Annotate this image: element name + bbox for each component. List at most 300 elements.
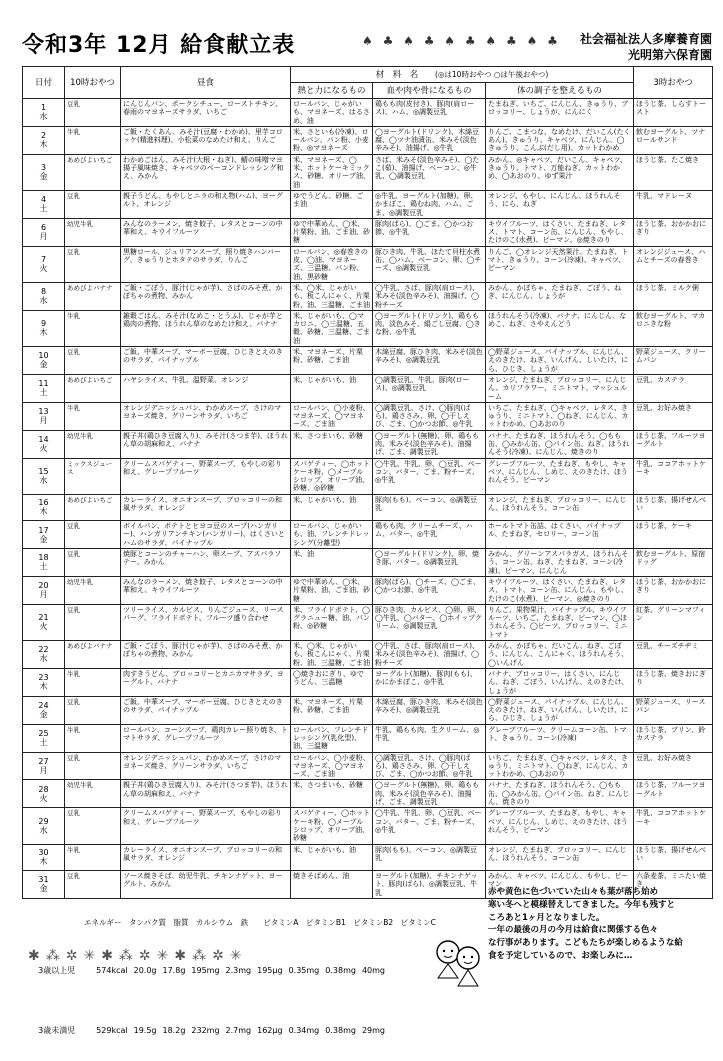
condition-foods-cell: みかん、かぼちゃ、だいこん、ねぎ、ごぼう、にんじん、こんにゃく、ほうれんそう、◯いんげん [486,641,634,669]
energy-foods-cell: ロールパン、じゃがいも、マヨネーズ、はるさめ、油 [291,99,373,127]
date-cell [23,246,65,282]
condition-foods-cell: たまねぎ、いちご、にんじん、きゅうり、ブロッコリー、しょうが、にんにく [486,99,634,127]
footer-decoration: ✱⁂✲✳✱⁂✲✳✱⁂✲✳ [28,948,248,964]
afternoon-snack-cell: オレンジジュース、ハムとチーズの春巻き [634,246,713,282]
lunch-cell: ご飯・ごぼう、豚汁(じゃが芋)、さばのみそ煮、かぼちゃの煮物、みかん [121,282,291,310]
day-number: 24 [38,701,49,711]
body-foods-cell: ◯調製豆乳、さけ、◯豚肉(ばら)、鶏ささみ、卵、◯干しえび、ごま、◯かつお節、◎牛乳 [373,752,486,780]
nutrition-row [28,1013,436,1049]
lunch-cell: ツリーライス、カルビス、りんごジュース、リースパーグ、フライドポテト、フルーツ盛り合わせ [121,604,291,640]
date-cell [23,641,65,669]
condition-foods-cell: ◯野菜ジュース、パイナップル、にんじん、えのきたけ、ねぎ、いんげん、しいたけ、にら、ひじき、しょうが [486,696,634,724]
menu-row [23,402,713,430]
body-foods-cell: 豚ひき肉、カルビス、◯卵、卵、◯牛乳、◯バター、◯ホイップクリーム、◎調製豆乳 [373,604,486,640]
afternoon-snack-cell: 牛乳、ココアホットケーキ [634,458,713,494]
date-cell [23,780,65,808]
day-number: 9 [40,319,47,329]
weekday: 金 [39,710,48,720]
lunch-cell: オレンジデニッシュパン、わかめスープ、さけのマヨネーズ焼き、グリーンサラダ、いちご [121,402,291,430]
weekday: 金 [39,172,48,182]
condition-foods-cell: グレープフルーツ、たまねぎ、もやし、キャベツ、にんじん、しめじ、えのきたけ、ほうれんそう、ピーマン [486,808,634,844]
condition-foods-cell: みかん、かぼちゃ、たまねぎ、ごぼう、ねぎ、にんじん、しょうが [486,282,634,310]
body-foods-cell: 木綿豆腐、豚ひき肉、米みそ(淡色辛みそ)、◎調製豆乳 [373,696,486,724]
afternoon-snack-cell: ほうじ茶、フルーツヨーグルト [634,430,713,458]
afternoon-snack-cell: ほうじ茶、おかかおにぎり [634,218,713,246]
energy-foods-cell: 米、さつまいも、砂糖 [291,430,373,458]
lunch-cell: ご飯・たくあん、みそ汁(豆腐・わかめ)、里芋コロッケ(精進料理)、小松菜のなめたけ和え、りんご [121,126,291,154]
nutrition-value: 0.38mg [325,1026,356,1035]
date-cell [23,218,65,246]
day-number: 21 [38,613,49,623]
condition-foods-cell: オレンジ、もやし、にんじん、ほうれんそう、にら、ねぎ [486,190,634,218]
weekday: 水 [39,296,48,306]
nutrition-row-label: 3歳以上児 [38,966,76,975]
lunch-cell: 焼豚とコーンのチャーハン、卵スープ、アスパラソテー、みかん [121,549,291,577]
nutrition-value: 19.5g [133,1026,157,1035]
header-decoration: ♠ ♣ ♠ ♣ ♠ ♣ ♠ ♣ ♠ ♣ [362,34,561,48]
day-number: 18 [38,553,49,563]
condition-foods-cell: ◯野菜ジュース、パイナップル、にんじん、えのきたけ、ねぎ、いんげん、しいたけ、にら、ひじき、しょうが [486,347,634,375]
energy-foods-cell: ロールパン、フレンチドレッシング(乳化型)、油、三温糖 [291,724,373,752]
day-number: 1 [40,103,47,113]
afternoon-snack-cell: 牛乳、マドレーヌ [634,190,713,218]
afternoon-snack-cell: 野菜ジュース、クリームパン [634,347,713,375]
date-cell [23,521,65,549]
body-foods-cell: ヨーグルト(加糖)、豚肉(もも)、かにかまぼこ、◎牛乳 [373,668,486,696]
date-cell [23,808,65,844]
lunch-cell: 黒糖ロール、ジュリアンスープ、照り焼きハンバーグ、きゅうりとホタテのサラダ、りんご [121,246,291,282]
day-number: 6 [40,223,47,233]
menu-row [23,521,713,549]
day-number: 15 [38,467,49,477]
date-cell [23,282,65,310]
morning-snack-cell: あめびよいちご [65,374,121,402]
afternoon-snack-cell: 飲むヨーグルト、ツナロールサンド [634,126,713,154]
nursery-name: 光明第六保育園 [627,48,712,62]
lunch-cell: 親子丼(鶏ひき豆腐入り)、みそ汁(さつま芋)、ほうれん草の胡麻和え、バナナ [121,430,291,458]
body-foods-cell: 木綿豆腐、豚ひき肉、米みそ(淡色辛みそ)、◎調製豆乳 [373,347,486,375]
page-header [22,28,712,64]
weekday: 土 [39,388,48,398]
afternoon-snack-cell: 飲むヨーグルト、原宿ドッグ [634,549,713,577]
menu-row [23,310,713,346]
morning-snack-cell: あめびよいちご [65,154,121,190]
nutrition-value: 529kcal [96,1026,128,1035]
morning-snack-cell: 幼児牛乳 [65,780,121,808]
condition-foods-cell: ホールトマト缶詰、はくさい、パイナップル、たまねぎ、セロリー、コーン缶 [486,521,634,549]
condition-foods-cell: オレンジ、たまねぎ、ブロッコリー、にんじん、ほうれんそう、コーン缶 [486,844,634,870]
header-afternoon-snack: 3時おやつ [634,67,713,99]
weekday: 水 [39,476,48,486]
nutrition-value: 0.34mg [288,1026,320,1035]
weekday: 金 [39,534,48,544]
morning-snack-cell: 豆乳 [65,696,121,724]
body-foods-cell: ◯調製豆乳、さけ、◯豚肉(ばら)、鶏ささみ、卵、◯干しえび、ごま、◯かつお節、◎牛乳 [373,402,486,430]
menu-body [23,99,713,899]
weekday: 木 [39,857,48,867]
nutrition-value: 162μg [257,1026,283,1035]
energy-foods-cell: ゆで中華めん、◯米、片栗粉、油、ごま油、砂糖 [291,218,373,246]
condition-foods-cell: グレープフルーツ、たまねぎ、もやし、キャベツ、にんじん、しめじ、えのきたけ、ほうれんそう、ピーマン [486,458,634,494]
lunch-cell: ご飯・ごぼう、豚汁(じゃが芋)、さばのみそ煮、かぼちゃの煮物、みかん [121,641,291,669]
energy-foods-cell: 米、じゃがいも、◯マカロニ、◯三温糖、五穀、砂糖、三温糖、ごま油 [291,310,373,346]
weekday: 月 [39,766,48,776]
morning-snack-cell: 牛乳 [65,724,121,752]
condition-foods-cell: りんご、◯オレンジ天然果汁、たまねぎ、トマト、きゅうり、コーン(冷凍)、キャベツ、ピーマン [486,246,634,282]
lunch-cell: ロールパン、コーンスープ、鶏肉カレー照り焼き、トマトサラダ、グレープフルーツ [121,724,291,752]
nutrition-header: エネルギー タンパク質 脂質 カルシウム 鉄 ビタミンA ビタミンB1 ビタミンB2 ビタミンC [84,918,436,927]
condition-foods-cell: ほうれんそう(冷凍)、バナナ、にんじん、なめこ、ねぎ、さやえんどう [486,310,634,346]
day-number: 8 [40,287,47,297]
afternoon-snack-cell: ほうじ茶、ミルク粥 [634,282,713,310]
energy-foods-cell: 米、フライドポテト、◯グラニュー糖、油、パン粉、◎砂糖 [291,604,373,640]
weekday: 水 [39,825,48,835]
afternoon-snack-cell: 豆乳、お好み焼き [634,752,713,780]
menu-row [23,374,713,402]
menu-row [23,218,713,246]
body-foods-cell: 豚肉(ばら)、◯ごま、◯かつお節、◎牛乳 [373,218,486,246]
body-foods-cell: ◎牛乳、ヨーグルト(加糖)、卵、かまぼこ、鶏むね肉、ハム、ごま、◎調製豆乳 [373,190,486,218]
lunch-cell: カレーライス、オニオンスープ、ブロッコリーの和風サラダ、オレンジ [121,494,291,520]
afternoon-snack-cell: ほうじ茶、揚げせんべい [634,844,713,870]
morning-snack-cell: 豆乳 [65,752,121,780]
date-cell [23,752,65,780]
menu-row [23,190,713,218]
menu-row [23,154,713,190]
body-foods-cell: ◯ヨーグルト(無糖)、卵、鶏もも肉、米みそ(淡色辛みそ)、油揚げ、ごま、調製豆乳 [373,430,486,458]
day-number: 2 [40,131,47,141]
condition-foods-cell: グレープフルーツ、クリームコーン缶、トマト、きゅうり、コーン(冷凍) [486,724,634,752]
header-morning-snack: 10時おやつ [65,67,121,99]
weekday: 土 [39,204,48,214]
nutrition-value: 17.8g [162,966,186,975]
lunch-cell: にんじんパン、ポークシチュー、ローストチキン、春雨のマヨネーズサラダ、いちご [121,99,291,127]
morning-snack-cell: 幼児牛乳 [65,430,121,458]
menu-row [23,668,713,696]
menu-row [23,430,713,458]
nutrition-value: 29mg [361,1026,385,1035]
body-foods-cell: ◯牛乳、さば、豚肉(肩ロース)、米みそ(淡色辛みそ)、油揚げ、◯粉チーズ [373,641,486,669]
menu-row [23,780,713,808]
lunch-cell: 親子丼(鶏ひき豆腐入り)、みそ汁(さつま芋)、ほうれん草の胡麻和え、バナナ [121,780,291,808]
weekday: 金 [39,884,48,894]
date-cell [23,549,65,577]
body-foods-cell: 鶏もも肉、クリームチーズ、ハム、バター、◎牛乳 [373,521,486,549]
materials-label: 材 料 名 [375,69,419,80]
date-cell [23,494,65,520]
header-body: 血や肉や骨になるもの [373,83,486,99]
afternoon-snack-cell: ほうじ茶、おかかおにぎり [634,576,713,604]
day-number: 10 [38,351,49,361]
morning-snack-cell: 幼児牛乳 [65,576,121,604]
body-foods-cell: 豚肉(もも)、ベーコン、◎調製豆乳 [373,844,486,870]
header-energy: 熱と力になるもの [291,83,373,99]
afternoon-snack-cell: ほうじ茶、たこ焼き [634,154,713,190]
body-foods-cell: ◯ヨーグルト(ドリンク)、木綿豆腐、◯ツナ油漬缶、米みそ(淡色辛みそ)、油揚げ、◎牛乳 [373,126,486,154]
condition-foods-cell: みかん、キャベツ、にんじん、もやし、ピーマン [486,870,634,898]
afternoon-snack-cell: ほうじ茶、焼きおにぎり [634,668,713,696]
date-cell [23,458,65,494]
morning-snack-cell: 豆乳 [65,190,121,218]
morning-snack-cell: 牛乳 [65,126,121,154]
lunch-cell: クリームスパゲティー、野菜スープ、もやしの彩り和え、グレープフルーツ [121,458,291,494]
morning-snack-cell: 豆乳 [65,549,121,577]
morning-snack-cell: 牛乳 [65,668,121,696]
day-number: 25 [38,729,49,739]
weekday: 土 [39,562,48,572]
body-foods-cell: 鶏もも肉(皮付き)、豚肉(肩ロース)、ハム、◎調製豆乳 [373,99,486,127]
energy-foods-cell: ゆでうどん、砂糖、ごま油 [291,190,373,218]
morning-snack-cell: 豆乳 [65,246,121,282]
condition-foods-cell: キウイフルーツ、はくさい、たまねぎ、レタス、トマト、コーン缶、にんじん、もやし、たけのこ(水煮)、ピーマン、◎焼きのり [486,218,634,246]
condition-foods-cell: りんご、こまつな、なめたけ、だいこん(たくあん)、きゅうり、キャベツ、にんじん、◯きゅうり、こんぶ(だし用)、カットわかめ [486,126,634,154]
morning-snack-cell: ミックスジュース [65,458,121,494]
afternoon-snack-cell: 豆乳、お好み焼き [634,402,713,430]
lunch-cell: ソース焼きそば、幼児牛乳、チキンナゲット、ヨーグルト、みかん [121,870,291,898]
energy-foods-cell: ロールパン、◯小麦粉、マヨネーズ、◯マヨネーズ、ごま油 [291,752,373,780]
afternoon-snack-cell: ほうじ茶、プリン、鈴カステラ [634,724,713,752]
lunch-cell: わかめごはん、みそ汁(大根・ねぎ)、鯖の味噌マヨ揚子風味焼き、キャベツのベーコンドレッシング和え、みかん [121,154,291,190]
nutrition-value: 2.3mg [225,966,252,975]
morning-snack-cell: 幼児牛乳 [65,218,121,246]
afternoon-snack-cell: ほうじ茶、揚げせんべい [634,494,713,520]
menu-row [23,347,713,375]
date-cell [23,430,65,458]
day-number: 31 [38,875,49,885]
afternoon-snack-cell: 飲むヨーグルト、マカロニきな粉 [634,310,713,346]
day-number: 27 [38,757,49,767]
energy-foods-cell: 米、油 [291,549,373,577]
date-cell [23,696,65,724]
children-illustration [432,930,484,1000]
date-cell [23,844,65,870]
afternoon-snack-cell: 牛乳、ココアホットケーキ [634,808,713,844]
energy-foods-cell: 米、マヨネーズ、片栗粉、砂糖、ごま油 [291,696,373,724]
condition-foods-cell: みかん、◎キャベツ、だいこん、キャベツ、きゅうり、トマト、万能ねぎ、カットわかめ、◯あおのり、ゆず果汁 [486,154,634,190]
energy-foods-cell: スパゲティー、◯ホットケーキ粉、◯メープルシロップ、オリーブ油、砂糖、◎砂糖 [291,458,373,494]
menu-table [22,66,713,899]
body-foods-cell: 豚肉(もも)、ベーコン、◎調製豆乳 [373,494,486,520]
day-number: 17 [38,525,49,535]
condition-foods-cell: バナナ、ブロッコリー、はくさい、にんじん、ねぎ、ごぼう、いんげん、えのきたけ、しょうが [486,668,634,696]
menu-row [23,604,713,640]
body-foods-cell: ◯ヨーグルト(無糖)、卵、鶏もも肉、米みそ(淡色辛みそ)、油揚げ、ごま、調製豆乳 [373,780,486,808]
weekday: 月 [39,590,48,600]
weekday: 火 [39,264,48,274]
morning-snack-cell: あめびよバナナ [65,282,121,310]
nutrition-value: 0.35mg [288,966,320,975]
afternoon-snack-cell: 六条麦茶、ミニたい焼き [634,870,713,898]
morning-snack-cell: 豆乳 [65,99,121,127]
condition-foods-cell: いちご、たまねぎ、◯キャベツ、レタス、きゅうり、ミニトマト、◯ねぎ、にんじん、カットわかめ、◯あおのり [486,402,634,430]
body-foods-cell: ◯ヨーグルト(ドリンク)、鶏もも肉、淡色みそ、絹ごし豆腐、◯きな粉、◎牛乳 [373,310,486,346]
day-number: 23 [38,673,49,683]
menu-row [23,696,713,724]
nutrition-value: 18.2g [162,1026,186,1035]
energy-foods-cell: 米、じゃがいも、油 [291,844,373,870]
nutrition-value: 0.38mg [325,966,356,975]
weekday: 木 [39,140,48,150]
condition-foods-cell: オレンジ、たまねぎ、ブロッコリー、にんじん、ほうれんそう、コーン缶 [486,494,634,520]
weekday: 水 [39,654,48,664]
menu-row [23,641,713,669]
date-cell [23,576,65,604]
organization-name: 社会福祉法人多摩養育園 [579,32,712,46]
day-number: 29 [38,816,49,826]
nutrition-table [28,893,436,1061]
header-condition: 体の調子を整えるもの [486,83,634,99]
morning-snack-cell: 豆乳 [65,808,121,844]
weekday: 金 [39,360,48,370]
menu-row [23,99,713,127]
energy-foods-cell: ロールパン、◎春巻きの皮、◯油、マヨネーズ、三温糖、パン粉、油、黒砂糖 [291,246,373,282]
weekday: 火 [39,444,48,454]
afternoon-snack-cell: ほうじ茶、ケーキ [634,521,713,549]
condition-foods-cell: みかん、グリーンアスパラガス、ほうれんそう、コーン缶、ねぎ、たまねぎ、コーン(冷凍)、ピーマン、にんじん [486,549,634,577]
day-number: 20 [38,581,49,591]
date-cell [23,154,65,190]
body-foods-cell: 豚肉(ばら)、◯チーズ、◯ごま、◯かつお節、◎牛乳 [373,576,486,604]
day-number: 16 [38,498,49,508]
weekday: 月 [39,232,48,242]
menu-row [23,126,713,154]
date-cell [23,402,65,430]
lunch-cell: ご飯、中華スープ、マーボー豆腐、ひじきとえのきのサラダ、パイナップル [121,347,291,375]
date-cell [23,126,65,154]
energy-foods-cell: 米、◯米、じゃがいも、板こんにゃく、片栗粉、油、三温糖、ごま油 [291,641,373,669]
nutrition-value: 232mg [191,1026,220,1035]
energy-foods-cell: 米、マヨネーズ、片栗粉、砂糖、ごま油 [291,347,373,375]
afternoon-snack-cell: ほうじ茶、しらすトースト [634,99,713,127]
date-cell [23,604,65,640]
morning-snack-cell: 豆乳 [65,604,121,640]
menu-row [23,844,713,870]
weekday: 水 [39,112,48,122]
header-date: 日付 [23,67,65,99]
afternoon-snack-cell: ほうじ茶、フルーツヨーグルト [634,780,713,808]
morning-snack-cell: あめびよいちご [65,494,121,520]
materials-note: (◎は10時おやつ ○は午後おやつ) [434,69,549,79]
nutrition-value: 195μg [257,966,283,975]
condition-foods-cell: バナナ、たまねぎ、ほうれんそう、◯もも缶、◯みかん缶、◯パイン缶、ねぎ、ほうれんそう(冷凍)、にんじん、焼きのり [486,430,634,458]
energy-foods-cell: 焼きそばめん、油 [291,870,373,898]
weekday: 火 [39,793,48,803]
lunch-cell: 肉すきうどん、ブロッコリーとカニカマサラダ、ヨーグルト、バナナ [121,668,291,696]
menu-row [23,576,713,604]
header-materials [291,67,634,83]
weekday: 木 [39,507,48,517]
condition-foods-cell: キウイフルーツ、はくさい、たまねぎ、レタス、トマト、コーン缶、にんじん、もやし、たけのこ(水煮)、ピーマン、◎焼きのり [486,576,634,604]
energy-foods-cell: 米、さといも(冷凍)、ロールパン、パン粉、小麦粉、◎マヨネーズ [291,126,373,154]
day-number: 11 [38,379,49,389]
lunch-cell: ボイルパン、ボテトとヒヨコ豆のスープ(ハンガリー)、ハンガリアンチキン(ハンガリー)、はくさいとハムのサラダ、パイナップル [121,521,291,549]
lunch-cell: オレンジデニッシュパン、わかめスープ、さけのマヨネーズ焼き、グリーンサラダ、いちご [121,752,291,780]
morning-snack-cell: あめびよバナナ [65,641,121,669]
day-number: 14 [38,435,49,445]
nutrition-row-label: 3歳未満児 [38,1026,76,1035]
lunch-cell: カレーライス、オニオンスープ、ブロッコリーの和風サラダ、オレンジ [121,844,291,870]
condition-foods-cell: いちご、たまねぎ、◯キャベツ、レタス、きゅうり、ミニトマト、◯ねぎ、にんじん、カットわかめ、◯あおのり [486,752,634,780]
body-foods-cell: ◯調製豆乳、牛乳、豚肉(ロース)、◎調製豆乳 [373,374,486,402]
lunch-cell: みんなのラーメン、焼き餃子、レタスとコーンの中華和え、キウイフルーツ [121,218,291,246]
day-number: 3 [40,163,47,173]
lunch-cell: クリームスパゲティー、野菜スープ、もやしの彩り和え、グレープフルーツ [121,808,291,844]
energy-foods-cell: 米、じゃがいも、油 [291,374,373,402]
weekday: 木 [39,682,48,692]
monthly-message: 赤や黄色に色づいていた山々も葉が落ち始め 寒い冬へと模様替えしてきました。今年も残すと ころあと1ヶ月となりました。 一年の最後の月の今月は給食に関係する色々 な行事があります。こどもたちが楽しめるような給 食を予定しているので、お楽しみに… [488,887,683,961]
menu-row [23,246,713,282]
morning-snack-cell: 豆乳 [65,521,121,549]
menu-row [23,724,713,752]
lunch-cell: ご飯、中華スープ、マーボー豆腐、ひじきとえのきのサラダ、パイナップル [121,696,291,724]
condition-foods-cell: オレンジ、たまねぎ、ブロッコリー、にんじん、カリフラワー、ミニトマト、マッシュルーム [486,374,634,402]
menu-row [23,752,713,780]
page-title: 令和3年 12月 給食献立表 [22,33,296,58]
body-foods-cell: ◯牛乳、牛乳、卵、◯豆乳、ベーコン、バター、ごま、粉チーズ、◎牛乳 [373,458,486,494]
energy-foods-cell: ロールパン、じゃがいも、油、フレンチドレッシング(分離型) [291,521,373,549]
day-number: 7 [40,255,47,265]
energy-foods-cell: ゆで中華めん、◯米、片栗粉、油、ごま油、砂糖 [291,576,373,604]
lunch-cell: ハヤシライス、牛乳、温野菜、オレンジ [121,374,291,402]
weekday: 土 [39,738,48,748]
energy-foods-cell: スパゲティー、◯ホットケーキ粉、◯メープルシロップ、オリーブ油、砂糖 [291,808,373,844]
energy-foods-cell: 米、◯米、じゃがいも、板こんにゃく、片栗粉、油、三温糖、ごま油 [291,282,373,310]
weekday: 月 [39,416,48,426]
energy-foods-cell: 米、さつまいも、砂糖 [291,780,373,808]
date-cell [23,190,65,218]
morning-snack-cell: 牛乳 [65,402,121,430]
nutrition-value: 195mg [191,966,220,975]
nutrition-value: 574kcal [96,966,128,975]
nutrition-value: 20.0g [133,966,157,975]
menu-row [23,808,713,844]
body-foods-cell: 牛乳、鶏もも肉、生クリーム、◎牛乳 [373,724,486,752]
energy-foods-cell: 米、じゃがいも、油 [291,494,373,520]
date-cell [23,724,65,752]
date-cell [23,310,65,346]
day-number: 30 [38,848,49,858]
afternoon-snack-cell: 紅茶、グリーンマフィン [634,604,713,640]
morning-snack-cell: 豆乳 [65,347,121,375]
date-cell [23,668,65,696]
date-cell [23,374,65,402]
lunch-cell: 雑穀ごはん、みそ汁(なめこ・とうふ)、じゃが芋と鶏肉の煮物、ほうれん草のなめたけ和え、バナナ [121,310,291,346]
morning-snack-cell: 豆乳 [65,870,121,898]
lunch-cell: みんなのラーメン、焼き餃子、レタスとコーンの中華和え、キウイフルーツ [121,576,291,604]
date-cell [23,347,65,375]
body-foods-cell: さば、米みそ(淡色辛みそ)、◯たこ(茹)、油揚げ、ベーコン、◎牛乳、◯調製豆乳 [373,154,486,190]
weekday: 木 [39,328,48,338]
morning-snack-cell: 牛乳 [65,844,121,870]
energy-foods-cell: ◯焼きおにぎり、ゆでうどん、三温糖 [291,668,373,696]
condition-foods-cell: バナナ、たまねぎ、ほうれんそう、◯もも缶、◯みかん缶、◯パイン缶、ねぎ、にんじん、焼きのり [486,780,634,808]
weekday: 火 [39,622,48,632]
body-foods-cell: ヨーグルト(加糖)、チキンナゲット、豚肉(ばら)、◎調製豆乳、牛乳 [373,870,486,898]
condition-foods-cell: りんご、果物果汁、パイナップル、キウイフルーツ、いちご、たまねぎ、ピーマン、◯ほうれんそう、◯ビーツ、ブロッコリー、ミニトマト [486,604,634,640]
body-foods-cell: ◯牛乳、牛乳、卵、◯豆乳、ベーコン、バター、ごま、粉チーズ、◎牛乳 [373,808,486,844]
body-foods-cell: ◯牛乳、さば、豚肉(肩ロース)、米みそ(淡色辛みそ)、油揚げ、◯粉チーズ [373,282,486,310]
menu-row [23,458,713,494]
body-foods-cell: 豚ひき肉、牛乳、ほたて貝柱水煮缶、◯ハム、ベーコン、卵、◯チーズ、◎調製豆乳 [373,246,486,282]
menu-row [23,549,713,577]
date-cell [23,99,65,127]
day-number: 22 [38,645,49,655]
header-lunch: 昼食 [121,67,291,99]
afternoon-snack-cell: 豆乳、カステラ [634,374,713,402]
energy-foods-cell: ロールパン、◯小麦粉、マヨネーズ、◯マヨネーズ、ごま油 [291,402,373,430]
nutrition-value: 2.7mg [225,1026,252,1035]
lunch-cell: 親子うどん、もやしとニラの和え物(ハム)、ヨーグルト、オレンジ [121,190,291,218]
